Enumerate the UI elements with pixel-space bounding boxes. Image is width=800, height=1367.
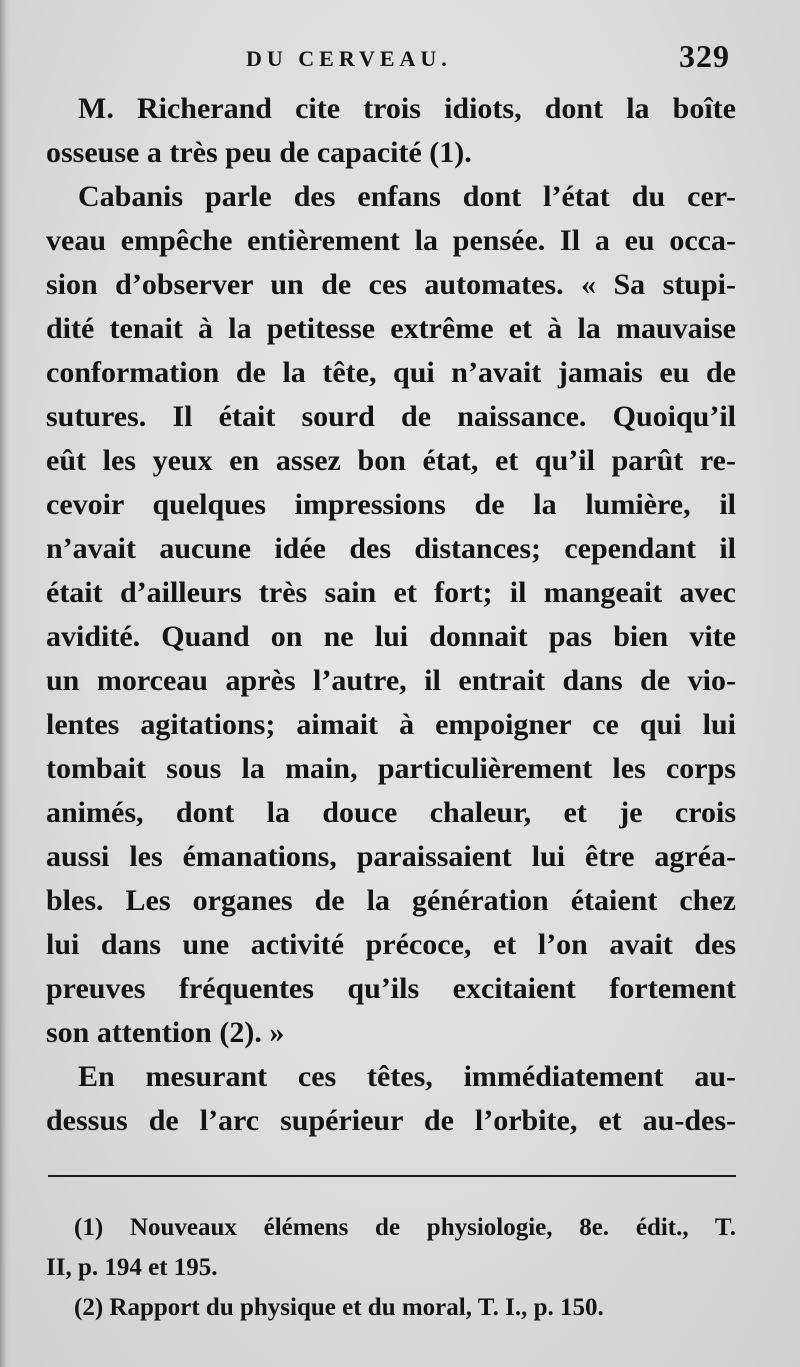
text-line: lentes agitations; aimait à empoigner ce qui lui: [46, 708, 736, 741]
text-line: sion d’observer un de ces automates. « Sa stupi-: [46, 268, 736, 301]
page-header: [46, 38, 736, 82]
footnotes: [46, 1208, 736, 1328]
text-line: dité tenait à la petitesse extrême et à la mauvaise: [46, 312, 736, 345]
text-line: M. Richerand cite trois idiots, dont la boîte: [78, 92, 736, 125]
text-line: Cabanis parle des enfans dont l’état du cer-: [78, 180, 736, 213]
footnote-line: (2) Rapport du physique et du moral, T. I., p. 150.: [74, 1294, 604, 1321]
footnote-line: II, p. 194 et 195.: [46, 1254, 218, 1281]
main-text: [46, 87, 736, 1143]
page-number: 329: [679, 38, 730, 74]
page-edge-shadow: [0, 0, 10, 1367]
text-line: sutures. Il était sourd de naissance. Quoiqu’il: [46, 400, 736, 433]
footnote-rule: [48, 1175, 736, 1177]
text-line: avidité. Quand on ne lui donnait pas bien vite: [46, 620, 736, 653]
text-line: osseuse a très peu de capacité (1).: [46, 136, 472, 169]
text-line: conformation de la tête, qui n’avait jamais eu de: [46, 356, 736, 389]
running-head: DU CERVEAU.: [246, 46, 452, 71]
text-line: animés, dont la douce chaleur, et je crois: [46, 796, 736, 829]
text-line: dessus de l’arc supérieur de l’orbite, et au-des-: [46, 1104, 736, 1137]
text-line: preuves fréquentes qu’ils excitaient fortement: [46, 972, 736, 1005]
text-line: lui dans une activité précoce, et l’on avait des: [46, 928, 736, 961]
text-line: En mesurant ces têtes, immédiatement au-: [78, 1060, 736, 1093]
text-line: était d’ailleurs très sain et fort; il mangeait avec: [46, 576, 736, 609]
footnote-line: (1) Nouveaux élémens de physiologie, 8e. édit., T.: [74, 1214, 736, 1241]
text-line: veau empêche entièrement la pensée. Il a eu occa-: [46, 224, 736, 257]
text-line: aussi les émanations, paraissaient lui être agréa-: [46, 840, 736, 873]
text-line: son attention (2). »: [46, 1016, 285, 1049]
text-line: n’avait aucune idée des distances; cependant il: [46, 532, 736, 565]
text-line: eût les yeux en assez bon état, et qu’il parût re-: [46, 444, 736, 477]
text-line: un morceau après l’autre, il entrait dans de vio-: [46, 664, 736, 697]
text-line: cevoir quelques impressions de la lumière, il: [46, 488, 736, 521]
text-line: bles. Les organes de la génération étaient chez: [46, 884, 736, 917]
text-line: tombait sous la main, particulièrement les corps: [46, 752, 736, 785]
